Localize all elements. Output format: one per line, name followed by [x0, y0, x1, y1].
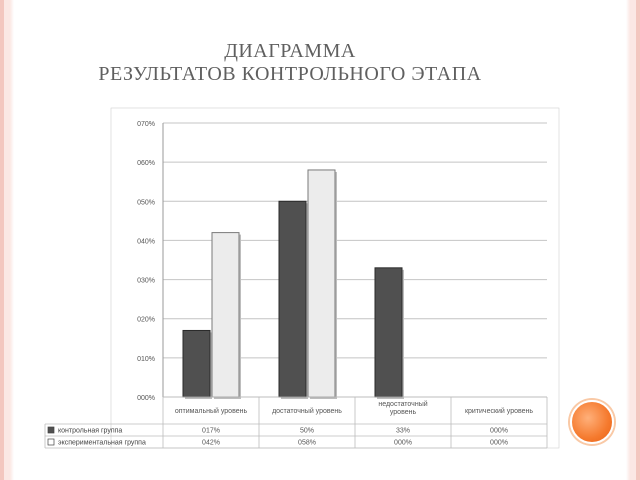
- data-table-value: 33%: [395, 427, 411, 435]
- x-tick-label: оптимальный уровень: [174, 408, 248, 415]
- data-table-value: 50%: [299, 427, 315, 435]
- y-tick-label: 050%: [137, 199, 155, 207]
- data-table-value: 000%: [490, 427, 508, 435]
- y-tick-label: 000%: [137, 395, 155, 402]
- x-tick-label: недостаточный: [378, 401, 428, 408]
- bar-control: [375, 268, 402, 397]
- data-table-value: 000%: [490, 439, 508, 447]
- legend-label: контрольная группа: [58, 427, 123, 435]
- legend-swatch: [48, 427, 54, 433]
- data-table-value: 017%: [202, 427, 220, 435]
- decorative-orange-circle: [570, 400, 614, 444]
- legend-label: экспериментальная группа: [58, 439, 146, 447]
- slide-title-line-1: ДИАГРАММА: [224, 40, 356, 62]
- y-tick-label: 040%: [137, 238, 155, 246]
- slide-title-line-2: РЕЗУЛЬТАТОВ КОНТРОЛЬНОГО ЭТАПА: [98, 63, 482, 85]
- bar-experimental: [308, 170, 335, 397]
- y-tick-label: 060%: [137, 160, 155, 168]
- x-tick-label: достаточный уровень: [272, 408, 342, 415]
- y-tick-label: 070%: [137, 121, 155, 128]
- legend-swatch: [48, 439, 54, 445]
- data-table-value: 042%: [202, 439, 220, 447]
- x-tick-label: уровень: [389, 409, 417, 416]
- y-tick-label: 010%: [137, 355, 155, 363]
- bar-experimental: [212, 233, 239, 397]
- x-tick-label: критический уровень: [464, 408, 534, 415]
- bar-control: [183, 330, 210, 397]
- data-table-value: 000%: [394, 439, 412, 447]
- y-tick-label: 030%: [137, 277, 155, 285]
- data-table-value: 058%: [298, 439, 316, 447]
- y-tick-label: 020%: [137, 316, 155, 324]
- bar-control: [279, 201, 306, 397]
